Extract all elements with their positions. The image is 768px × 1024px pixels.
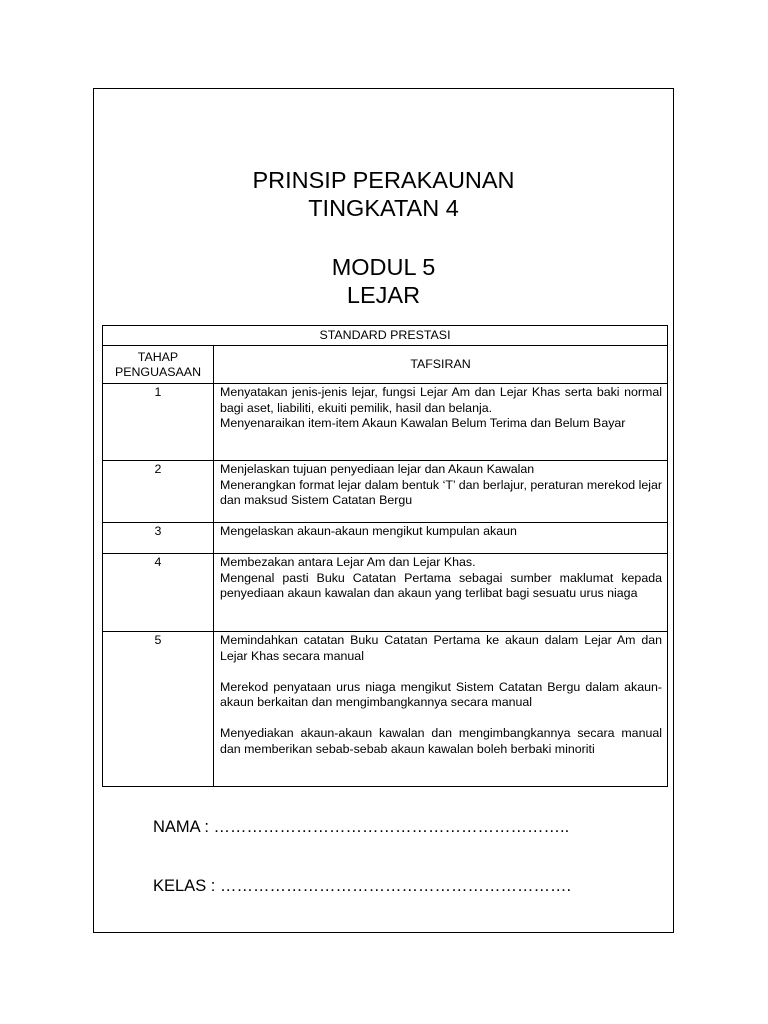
interpretation-header: TAFSIRAN <box>214 346 668 384</box>
mastery-header-line2: PENGUASAAN <box>114 364 202 379</box>
table-row <box>103 632 668 787</box>
mastery-level-header <box>103 346 214 384</box>
module-number: MODUL 5 <box>331 254 436 280</box>
level-description <box>214 523 668 554</box>
level-number: 1 <box>103 384 214 461</box>
description-text: Memindahkan catatan Buku Catatan Pertama ke akaun dalam Lejar Am dan Lejar Khas secara manual <box>220 633 662 663</box>
description-text: Mengelaskan akaun-akaun mengikut kumpulan akaun <box>220 524 517 538</box>
table-row <box>103 554 668 632</box>
description-text: Menyatakan jenis-jenis lejar, fungsi Lejar Am dan Lejar Khas serta baki normal bagi aset, liabiliti, ekuiti pemilik, hasil dan belanja. <box>220 385 662 415</box>
description-text: Membezakan antara Lejar Am dan Lejar Khas. <box>220 555 476 569</box>
form-level: TINGKATAN 4 <box>308 195 459 221</box>
level-number: 5 <box>103 632 214 787</box>
mastery-header-line1: TAHAP <box>137 349 179 364</box>
level-number: 4 <box>103 554 214 632</box>
table-row <box>103 523 668 554</box>
description-text: Mengenal pasti Buku Catatan Pertama sebagai sumber maklumat kepada penyediaan akaun kawalan dan akaun yang terlibat bagi sesuatu urus niaga <box>220 570 662 600</box>
level-number: 2 <box>103 461 214 523</box>
table-row <box>103 384 668 461</box>
description-text: Merekod penyataan urus niaga mengikut Sistem Catatan Bergu dalam akaun-akaun berkaitan dan mengimbangkannya secara manual <box>220 679 662 709</box>
description-text: Menyenaraikan item-item Akaun Kawalan Belum Terima dan Belum Bayar <box>220 416 626 430</box>
level-description <box>214 632 668 787</box>
level-number: 3 <box>103 523 214 554</box>
table-caption: STANDARD PRESTASI <box>103 326 668 346</box>
document-frame <box>93 88 674 933</box>
class-field[interactable]: KELAS : ………………………………………………………. <box>153 877 572 895</box>
description-text: Menjelaskan tujuan penyediaan lejar dan Akaun Kawalan <box>220 462 535 476</box>
name-field[interactable]: NAMA : ……………………………………………………….. <box>153 818 570 836</box>
module-topic: LEJAR <box>346 282 421 308</box>
level-description <box>214 384 668 461</box>
level-description <box>214 461 668 523</box>
subject-title: PRINSIP PERAKAUNAN <box>252 167 515 193</box>
level-description <box>214 554 668 632</box>
description-text: Menyediakan akaun-akaun kawalan dan mengimbangkannya secara manual dan memberikan sebab-sebab akaun kawalan boleh berbaki minoriti <box>220 726 662 756</box>
table-row <box>103 461 668 523</box>
standard-prestasi-table <box>102 325 668 787</box>
description-text: Menerangkan format lejar dalam bentuk ‘T’ dan berlajur, peraturan merekod lejar dan maksud Sistem Catatan Bergu <box>220 477 662 507</box>
